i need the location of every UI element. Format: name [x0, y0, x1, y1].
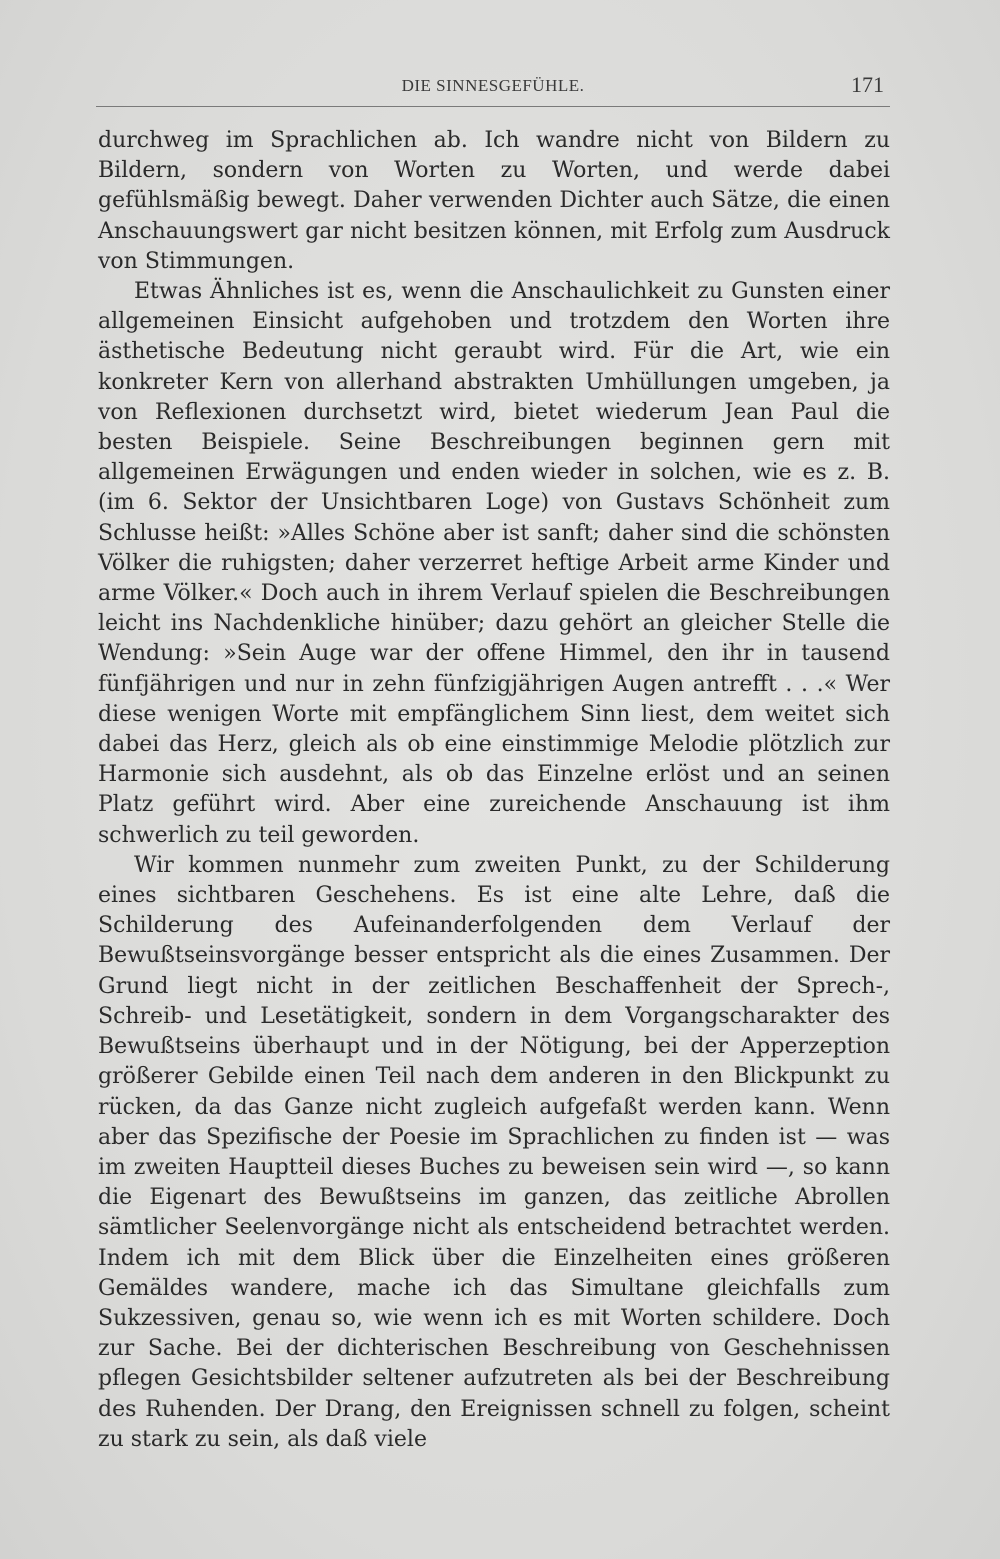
paragraph-2: Etwas Ähnliches ist es, wenn die Anschaulichkeit zu Gunsten einer allgemeinen Einsicht aufgehoben und trotzdem den Worten ihre ästhetische Bedeutung nicht geraubt wird. Für die Art, wie ein konkreter Kern von allerhand abstrakten Umhüllungen umgeben, ja von Reflexionen durchsetzt wird, bietet wiederum Jean Paul die besten Beispiele. Seine Beschreibungen beginnen gern mit allgemeinen Erwägungen und enden wieder in solchen, wie es z. B. (im 6. Sektor der Unsichtbaren Loge) von Gustavs Schönheit zum Schlusse heißt: »Alles Schöne aber ist sanft; daher sind die schönsten Völker die ruhigsten; daher verzerret heftige Arbeit arme Kinder und arme Völker.« Doch auch in ihrem Verlauf spielen die Beschreibungen leicht ins Nachdenkliche hinüber; dazu gehört an gleicher Stelle die Wendung: »Sein Auge war der offene Himmel, den ihr in tausend fünfjährigen und nur in zehn fünfzigjährigen Augen antrefft . . .« Wer diese wenigen Worte mit empfänglichem Sinn liest, dem weitet sich dabei das Herz, gleich als ob eine einstimmige Melodie plötzlich zur Harmonie sich ausdehnt, als ob das Einzelne erlöst und an seinen Platz geführt wird. Aber eine zureichende Anschauung ist ihm schwerlich zu teil geworden. [98, 279, 890, 848]
body-text [98, 126, 890, 1455]
paragraph-3: Wir kommen nunmehr zum zweiten Punkt, zu der Schilderung eines sichtbaren Geschehens. Es ist eine alte Lehre, daß die Schilderung des Aufeinanderfolgenden dem Verlauf der Bewußtseinsvorgänge besser entspricht als die eines Zusammen. Der Grund liegt nicht in der zeitlichen Beschaffenheit der Sprech-, Schreib- und Lesetätigkeit, sondern in dem Vorgangscharakter des Bewußtseins überhaupt und in der Nötigung, bei der Apperzeption größerer Gebilde einen Teil nach dem anderen in den Blickpunkt zu rücken, da das Ganze nicht zugleich aufgefaßt werden kann. Wenn aber das Spezifische der Poesie im Sprachlichen zu finden ist — was im zweiten Hauptteil dieses Buches zu beweisen sein wird —, so kann die Eigenart des Bewußtseins im ganzen, das zeitliche Abrollen sämtlicher Seelenvorgänge nicht als entscheidend betrachtet werden. Indem ich mit dem Blick über die Einzelheiten eines größeren Gemäldes wandere, mache ich das Simultane gleichfalls zum Sukzessiven, genau so, wie wenn ich es mit Worten schildere. Doch zur Sache. Bei der dichterischen Beschreibung von Geschehnissen pflegen Gesichtsbilder seltener aufzutreten als bei der Beschreibung des Ruhenden. Der Drang, den Ereignissen schnell zu folgen, scheint zu stark zu sein, als daß viele [98, 852, 890, 1452]
running-head [96, 72, 890, 107]
page-number: 171 [851, 72, 884, 97]
paragraph-1: durchweg im Sprachlichen ab. Ich wandre nicht von Bildern zu Bildern, sondern von Worten zu Worten, und werde dabei gefühlsmäßig bewegt. Daher verwenden Dichter auch Sätze, die einen Anschauungswert gar nicht besitzen können, mit Erfolg zum Ausdruck von Stimmungen. [98, 128, 890, 274]
chapter-title: DIE SINNESGEFÜHLE. [401, 76, 585, 95]
